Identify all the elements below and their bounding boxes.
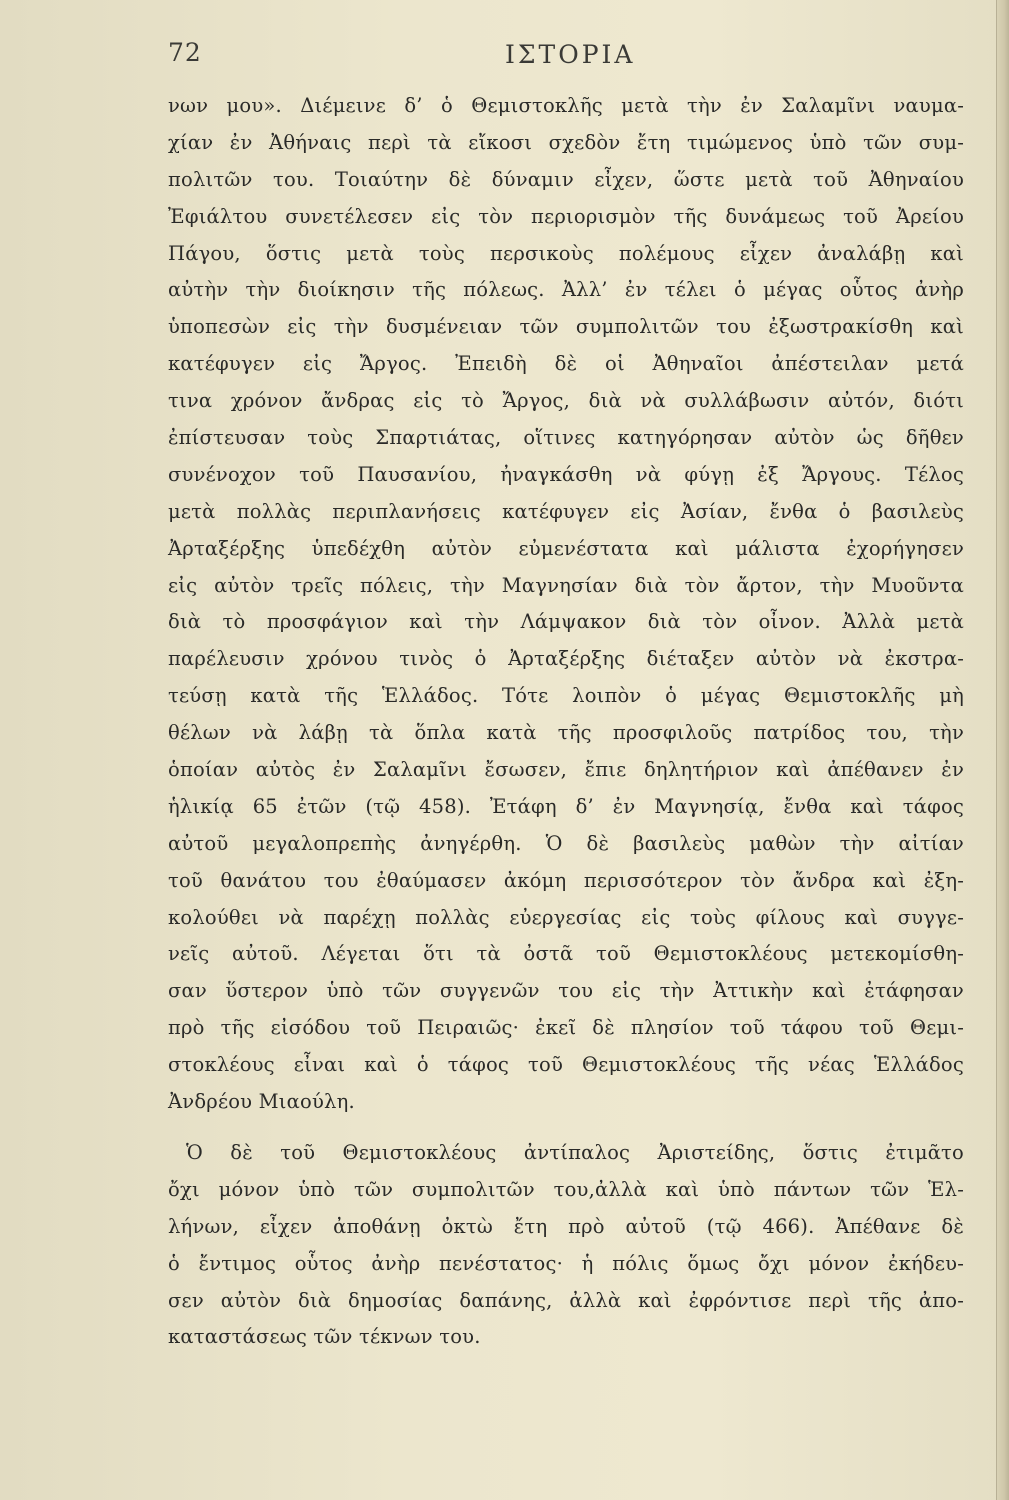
text-line: σεν αὐτὸν διὰ δημοσίας δαπάνης, ἀλλὰ καὶ ἐφρόντισε περὶ τῆς ἀπο- [168, 1288, 964, 1312]
text-line: παρέλευσιν χρόνου τινὸς ὁ Ἀρταξέρξης διέταξεν αὐτὸν νὰ ἐκστρα- [168, 647, 964, 671]
text-line: ἡλικίᾳ 65 ἐτῶν (τῷ 458). Ἐτάφη δ’ ἐν Μαγνησίᾳ, ἔνθα καὶ τάφος [168, 794, 964, 818]
paragraph [168, 88, 964, 1121]
text-line: Ἀρταξέρξης ὑπεδέχθη αὐτὸν εὐμενέστατα καὶ μάλιστα ἐχορήγησεν [168, 536, 964, 560]
text-line: ἐπίστευσαν τοὺς Σπαρτιάτας, οἵτινες κατηγόρησαν αὐτὸν ὡς δῆθεν [168, 426, 964, 450]
text-line: λήνων, εἶχεν ἀποθάνῃ ὀκτὼ ἔτη πρὸ αὐτοῦ (τῷ 466). Ἀπέθανε δὲ [168, 1214, 964, 1238]
paragraph-gap [168, 1121, 964, 1135]
text-line: ὄχι μόνον ὑπὸ τῶν συμπολιτῶν του,ἀλλὰ καὶ ὑπὸ πάντων τῶν Ἑλ- [168, 1177, 964, 1201]
page-header [0, 38, 1009, 78]
paragraph [168, 1135, 964, 1356]
text-line: ὁ ἔντιμος οὗτος ἀνὴρ πενέστατος· ἡ πόλις ὅμως ὄχι μόνον ἐκήδευ- [168, 1251, 964, 1275]
text-line: αὐτὴν τὴν διοίκησιν τῆς πόλεως. Ἀλλ’ ἐν τέλει ὁ μέγας οὗτος ἀνὴρ [168, 278, 964, 302]
text-line: θέλων νὰ λάβῃ τὰ ὅπλα κατὰ τῆς προσφιλοῦς πατρίδος του, τὴν [168, 721, 964, 745]
text-line: νων μου». Διέμεινε δ’ ὁ Θεμιστοκλῆς μετὰ τὴν ἐν Σαλαμῖνι ναυμα- [168, 94, 964, 117]
text-line: σαν ὕστερον ὑπὸ τῶν συγγενῶν του εἰς τὴν Ἀττικὴν καὶ ἐτάφησαν [168, 979, 964, 1003]
text-line: χίαν ἐν Ἀθήναις περὶ τὰ εἴκοσι σχεδὸν ἔτη τιμώμενος ὑπὸ τῶν συμ- [168, 130, 964, 154]
text-line: Ὁ δὲ τοῦ Θεμιστοκλέους ἀντίπαλος Ἀριστείδης, ὅστις ἐτιμᾶτο [186, 1140, 964, 1164]
body-text [168, 88, 964, 1356]
text-line: τοῦ θανάτου του ἐθαύμασεν ἀκόμη περισσότερον τὸν ἄνδρα καὶ ἐξη- [168, 868, 964, 892]
text-line: διὰ τὸ προσφάγιον καὶ τὴν Λάμψακον διὰ τὸν οἶνον. Ἀλλὰ μετὰ [168, 610, 964, 634]
text-line: συνένοχον τοῦ Παυσανίου, ἠναγκάσθη νὰ φύγῃ ἐξ Ἄργους. Τέλος [168, 462, 964, 486]
text-line: Πάγου, ὅστις μετὰ τοὺς περσικοὺς πολέμους εἶχεν ἀναλάβῃ καὶ [168, 241, 964, 265]
text-line: κατέφυγεν εἰς Ἄργος. Ἐπειδὴ δὲ οἱ Ἀθηναῖοι ἀπέστειλαν μετά [168, 352, 964, 376]
text-line: τεύσῃ κατὰ τῆς Ἑλλάδος. Τότε λοιπὸν ὁ μέγας Θεμιστοκλῆς μὴ [168, 684, 964, 708]
page-number: 72 [168, 38, 202, 67]
text-line: μετὰ πολλὰς περιπλανήσεις κατέφυγεν εἰς Ἀσίαν, ἔνθα ὁ βασιλεὺς [168, 499, 964, 523]
text-line: καταστάσεως τῶν τέκνων του. [168, 1325, 481, 1349]
running-title: ΙΣΤΟΡΙΑ [505, 40, 636, 69]
text-line: Ἐφιάλτου συνετέλεσεν εἰς τὸν περιορισμὸν τῆς δυνάμεως τοῦ Ἀρείου [168, 204, 964, 228]
text-line: στοκλέους εἶναι καὶ ὁ τάφος τοῦ Θεμιστοκλέους τῆς νέας Ἑλλάδος [168, 1053, 964, 1077]
text-line: αὐτοῦ μεγαλοπρεπὴς ἀνηγέρθη. Ὁ δὲ βασιλεὺς μαθὼν τὴν αἰτίαν [168, 831, 964, 855]
text-line: κολούθει νὰ παρέχῃ πολλὰς εὐεργεσίας εἰς τοὺς φίλους καὶ συγγε- [168, 905, 964, 929]
text-line: τινα χρόνον ἄνδρας εἰς τὸ Ἄργος, διὰ νὰ συλλάβωσιν αὐτόν, διότι [168, 389, 964, 413]
page-edge [996, 0, 1009, 1500]
text-line: πρὸ τῆς εἰσόδου τοῦ Πειραιῶς· ἐκεῖ δὲ πλησίον τοῦ τάφου τοῦ Θεμι- [168, 1016, 964, 1040]
text-line: εἰς αὐτὸν τρεῖς πόλεις, τὴν Μαγνησίαν διὰ τὸν ἄρτον, τὴν Μυοῦντα [168, 573, 964, 597]
text-line: Ἀνδρέου Μιαούλη. [168, 1090, 355, 1114]
text-line: πολιτῶν του. Τοιαύτην δὲ δύναμιν εἶχεν, ὥστε μετὰ τοῦ Ἀθηναίου [168, 167, 964, 191]
text-line: νεῖς αὐτοῦ. Λέγεται ὅτι τὰ ὀστᾶ τοῦ Θεμιστοκλέους μετεκομίσθη- [168, 942, 964, 966]
text-line: ὁποίαν αὐτὸς ἐν Σαλαμῖνι ἔσωσεν, ἔπιε δηλητήριον καὶ ἀπέθανεν ἐν [168, 758, 964, 782]
text-line: ὑποπεσὼν εἰς τὴν δυσμένειαν τῶν συμπολιτῶν του ἐξωστρακίσθη καὶ [168, 315, 964, 339]
